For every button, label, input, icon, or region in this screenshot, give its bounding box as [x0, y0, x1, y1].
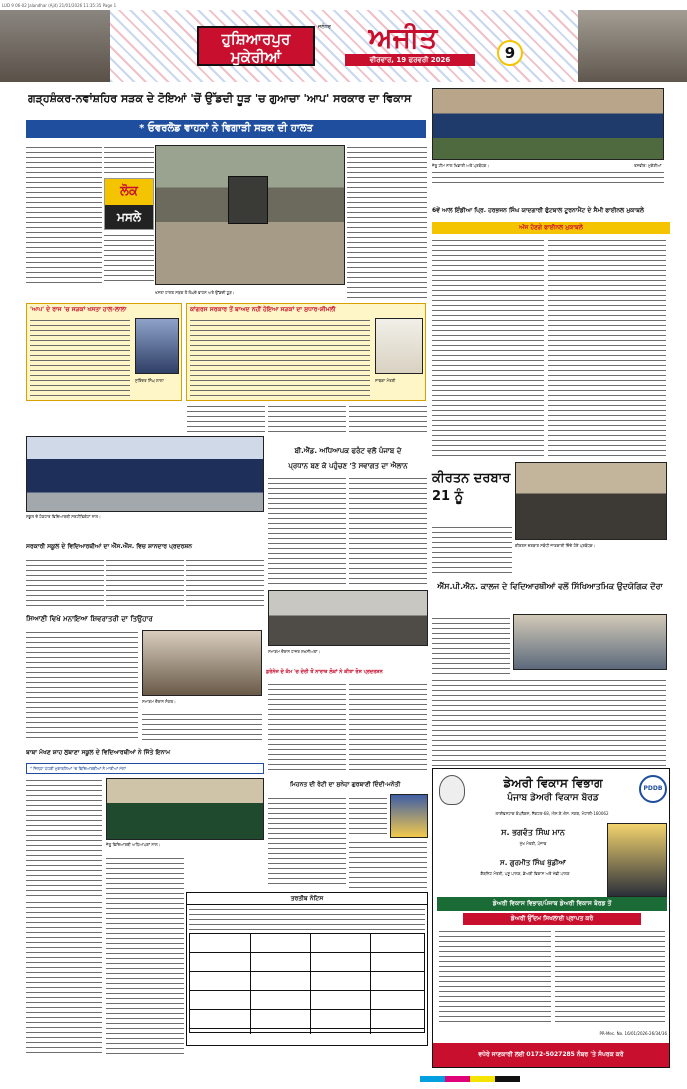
masthead	[0, 10, 687, 82]
opinion-box-2	[186, 303, 426, 401]
lead-subheadline-band: * ਓਵਰਲੋਡ ਵਾਹਨਾਂ ਨੇ ਵਿਗਾੜੀ ਸੜਕ ਦੀ ਹਾਲਤ	[26, 120, 426, 138]
notice-col-divider-1	[250, 934, 251, 1034]
manoti-text-col-1	[268, 796, 346, 888]
manoti-text-col-2	[349, 796, 387, 836]
lead-text-col-3	[347, 145, 427, 300]
football-team-photo	[432, 88, 664, 160]
ad-body-left	[439, 929, 551, 1025]
opinion-2-title: ਕਾਂਗਰਸ ਸਰਕਾਰ ਤੋਂ ਬਾਅਦ ਨਹੀਂ ਹੋਇਆ ਸੜਕਾਂ ਦਾ ਸੁਧਾਰ-ਸ਼ੀਮਲੀ	[190, 306, 336, 313]
opinion-1-text	[30, 318, 130, 398]
opinion-box-1	[26, 303, 182, 401]
students-caption: ਸਕੂਲ ਦੇ ਹੋਣਹਾਰ ਵਿਦਿਆਰਥੀ ਸਰਟੀਫਿਕੇਟਾਂ ਨਾਲ।	[26, 514, 101, 519]
shivratri-headline: ਸਿਆਣੀ ਵਿਖੇ ਮਨਾਇਆ ਸ਼ਿਵਰਾਤਰੀ ਦਾ ਤਿਉਹਾਰ	[26, 615, 153, 623]
shivratri-caption: ਸਮਾਗਮ ਦੌਰਾਨ ਸੰਗਤ।	[142, 699, 176, 704]
spn-text-col-1	[432, 616, 510, 674]
center-event-photo	[268, 590, 428, 646]
manoti-headline: ਮਿਹਨਤ ਦੀ ਰੋਟੀ ਦਾ ਸੁਨੇਹਾ ਗੁਰਬਾਣੀ ਦਿੰਦੀ-ਮਨੋਤੀ	[290, 781, 401, 788]
lead-text-col-2b	[104, 233, 154, 283]
notice-col-divider-2	[310, 934, 311, 1034]
center-event-caption: ਸਮਾਗਮ ਦੌਰਾਨ ਹਾਜ਼ਰ ਸ਼ਖਸੀਅਤਾਂ।	[268, 649, 321, 654]
lead-photo-caption: ਖਸਤਾ ਹਾਲਤ ਸੜਕ ਤੋਂ ਲੰਘਦੇ ਵਾਹਨ ਅਤੇ ਉੱਡਦੀ ਧੂੜ।	[155, 290, 235, 295]
manoti-portrait	[390, 794, 428, 838]
baba-text-col-3	[26, 900, 102, 1056]
ad-address: ਲਾਈਵਸਟਾਕ ਕੰਪਲੈਕਸ, ਸੈਕਟਰ-68, ਐਸ.ਏ.ਐਸ. ਨਗਰ, ਮੋਹਾਲੀ-160062	[495, 811, 609, 816]
school-text-col-3	[186, 558, 264, 610]
kirtan-photo	[515, 462, 667, 540]
edition-city: ਜਲੰਧਰ	[318, 24, 331, 30]
opinion-1-caption: ਸੁਰਿੰਦਰ ਸਿੰਘ ਲਾਲਾ	[135, 378, 164, 383]
cm-role: ਮੁੱਖ ਮੰਤਰੀ, ਪੰਜਾਬ	[519, 841, 547, 846]
bed-text-col-2	[349, 476, 427, 584]
sports-photo-caption: ਜੇਤੂ ਟੀਮ ਨਾਲ ਖਿਡਾਰੀ ਅਤੇ ਪ੍ਰਬੰਧਕ।	[432, 163, 490, 168]
file-line: LUD 9 06-02 Jalandhar (Ajit) 21/01/2026 11:35:35 Page 1	[2, 3, 117, 8]
bottom-color-strip	[420, 1076, 520, 1082]
baba-school-photo	[106, 778, 264, 840]
lead-text-col-2	[104, 145, 154, 175]
kirtan-text	[432, 525, 512, 573]
lok-masle-badge	[104, 178, 154, 230]
notice-table	[186, 892, 428, 1046]
baba-school-headline: ਬਾਬਾ ਮੱਖਣ ਸ਼ਾਹ ਲੁਬਾਣਾ ਸਕੂਲ ਦੇ ਵਿਦਿਆਰਥੀਆਂ ਨੇ ਜਿੱਤੇ ਇਨਾਮ	[26, 749, 171, 756]
sports-photo-credit: ਤਸਵੀਰ: ਮੁਕੇਰੀਆਂ	[634, 163, 662, 168]
school-text-col-2	[106, 558, 184, 610]
opinion-2-caption: ਸਾਬਕਾ ਮੰਤਰੀ	[375, 378, 396, 383]
ad-subtitle: ਪੰਜਾਬ ਡੇਅਰੀ ਵਿਕਾਸ ਬੋਰਡ	[507, 793, 599, 803]
ad-banner-2: ਡੇਅਰੀ ਉੱਦਮ ਸਿਖਲਾਈ ਪ੍ਰਾਪਤ ਕਰੋ	[463, 913, 641, 925]
shivratri-text-col-2	[142, 712, 262, 742]
spn-headline: ਐੱਸ.ਪੀ.ਐਨ. ਕਾਲਜ ਦੇ ਵਿਦਿਆਰਥੀਆਂ ਵਲੋਂ ਸਿੱਖਿਆਤਮਿਕ ਉਦਯੋਗਿਕ ਦੌਰਾ	[437, 582, 663, 591]
opinion-1-portrait	[135, 318, 179, 374]
dairy-advertisement	[432, 768, 670, 1068]
lead-road-photo	[155, 145, 345, 285]
drainage-text-col-2	[349, 682, 427, 772]
bed-headline-1: ਬੀ.ਐੱਡ. ਅਧਿਆਪਕ ਫਰੰਟ ਵਲੋਂ ਪੰਜਾਬ ਦੇ	[294, 447, 402, 455]
kirtan-caption: ਕੀਰਤਨ ਦਰਬਾਰ ਸਬੰਧੀ ਜਾਣਕਾਰੀ ਦਿੰਦੇ ਹੋਏ ਪ੍ਰਬੰਧਕ।	[515, 543, 596, 548]
center-text-top-2	[268, 404, 346, 434]
notice-col-divider-3	[370, 934, 371, 1034]
school-headline: ਸਰਕਾਰੀ ਸਕੂਲ ਦੇ ਵਿਦਿਆਰਥੀਆਂ ਦਾ ਐੱਸ.ਐੱਸ. ਵਿਚ ਸ਼ਾਨਦਾਰ ਪ੍ਰਦਰਸ਼ਨ	[26, 543, 193, 550]
paper-name: ਅਜੀਤ	[368, 21, 438, 54]
notice-table-grid	[189, 933, 425, 1033]
kirtan-headline: ਕੀਰਤਨ ਦਰਬਾਰ 21 ਨੂੰ	[432, 471, 511, 504]
cm-name: ਸ. ਭਗਵੰਤ ਸਿੰਘ ਮਾਨ	[501, 828, 565, 837]
ad-footer: ਵਧੇਰੇ ਜਾਣਕਾਰੀ ਲਈ 0172-5027285 ਨੰਬਰ 'ਤੇ ਸੰਪਰਕ ਕਰੋ	[433, 1043, 669, 1067]
baba-school-strap: * ਜ਼ਿਲ੍ਹਾ ਪੱਧਰੀ ਮੁਕਾਬਲਿਆਂ 'ਚ ਵਿਦਿਆਰਥੀਆਂ ਨੇ ਮਾਰੀਆਂ ਮੱਲਾਂ	[26, 763, 264, 774]
badge-bottom: ਮਸਲੇ	[105, 205, 153, 229]
bed-headline-2: ਪ੍ਰਧਾਨ ਬਣ ਕੇ ਪਹੁੰਚਣ 'ਤੇ ਸਵਾਗਤ ਦਾ ਐਲਾਨ	[288, 462, 408, 470]
page-number: 9	[497, 40, 523, 66]
ad-body-right	[555, 929, 665, 1025]
football-text-col-1	[432, 238, 544, 460]
shivratri-photo	[142, 630, 262, 696]
notice-table-body	[189, 907, 425, 931]
opinion-1-title: 'ਆਪ' ਦੇ ਰਾਜ 'ਚ ਸੜਕਾਂ ਖਸਤਾ ਹਾਲ-ਲਾਲਾ	[30, 306, 127, 313]
masthead-title-box	[197, 26, 315, 66]
football-headline: 6ਵੇਂ ਆਲ ਇੰਡੀਆ ਪ੍ਰਿ. ਹਰਭਜਨ ਸਿੰਘ ਯਾਦਗਾਰੀ ਫੁੱਟਬਾਲ ਟੂਰਨਾਮੈਂਟ ਦੇ ਸੈਮੀ ਫਾਈਨਲ ਮੁਕਾਬਲੇ	[432, 207, 644, 214]
masthead-left-building-photo	[0, 10, 110, 82]
truck-shape	[228, 176, 268, 224]
badge-top: ਲੋਕ	[105, 179, 153, 205]
pddb-logo: PDDB	[639, 775, 667, 803]
center-text-top-1	[187, 404, 265, 434]
baba-text-col-2	[106, 856, 184, 1056]
baba-text-col-1	[26, 778, 102, 898]
spn-text-col-2	[432, 678, 666, 766]
minister-portrait	[607, 823, 667, 897]
football-text-col-2	[548, 238, 666, 460]
lead-headline: ਗੜ੍ਹਸ਼ੰਕਰ-ਨਵਾਂਸ਼ਹਿਰ ਸੜਕ ਦੇ ਟੋਇਆਂ 'ਚੋਂ ਉੱਡਦੀ ਧੂੜ 'ਚ ਗੁਆਚਾ 'ਆਪ' ਸਰਕਾਰ ਦਾ ਵਿਕਾਸ	[28, 92, 412, 105]
notice-table-title: ਤਰਤੀਬ ਨੋਟਿਸ	[187, 893, 427, 905]
drainage-text-col-1	[268, 682, 346, 772]
masthead-right-building-photo	[578, 10, 687, 82]
students-photo	[26, 436, 264, 512]
school-text-col-1	[26, 558, 104, 610]
opinion-2-portrait	[375, 318, 423, 374]
ad-title: ਡੇਅਰੀ ਵਿਕਾਸ ਵਿਭਾਗ	[503, 776, 603, 790]
minister-role: ਕੈਬਨਿਟ ਮੰਤਰੀ, ਪਸ਼ੂ ਪਾਲਣ, ਡੇਅਰੀ ਵਿਕਾਸ ਅਤੇ ਮੱਛੀ ਪਾਲਣ	[480, 871, 570, 876]
minister-name: ਸ. ਗੁਰਮੀਤ ਸਿੰਘ ਖੁੱਡੀਆਂ	[500, 859, 566, 867]
location-title: ਹੁਸ਼ਿਆਰਪੁਰ ਮੁਕੇਰੀਆਂ	[221, 30, 291, 66]
manoti-text-col-3	[349, 840, 427, 888]
masthead-date: ਵੀਰਵਾਰ, 19 ਫਰਵਰੀ 2026	[345, 54, 475, 66]
shivratri-text-col-1	[26, 630, 138, 742]
center-text-top-3	[349, 404, 427, 434]
opinion-2-text	[190, 318, 370, 398]
sports-photo-caption-lines	[432, 170, 664, 184]
bed-text-col-1	[268, 476, 346, 584]
spn-photo	[513, 614, 667, 670]
punjab-emblem-icon	[439, 775, 465, 805]
ad-reference: PR-Mec. No. 16/01/2026-26/34/36	[599, 1031, 667, 1036]
drainage-headline: ਡਰੇਨੇਜ ਦੇ ਕੰਮ 'ਚ ਦੇਰੀ ਤੋਂ ਨਾਰਾਜ਼ ਲੋਕਾਂ ਨੇ ਕੀਤਾ ਰੋਸ ਪ੍ਰਦਰਸ਼ਨ	[266, 669, 383, 675]
baba-school-caption: ਜੇਤੂ ਵਿਦਿਆਰਥੀ ਅਧਿਆਪਕਾਂ ਨਾਲ।	[106, 842, 161, 847]
ad-banner: ਡੇਅਰੀ ਵਿਕਾਸ ਵਿਭਾਗ/ਪੰਜਾਬ ਡੇਅਰੀ ਵਿਕਾਸ ਬੋਰਡ ਤੋਂ	[437, 897, 667, 911]
lead-text-col-1	[26, 145, 102, 283]
football-strap: ਅੱਜ ਹੋਣਗੇ ਫਾਈਨਲ ਮੁਕਾਬਲੇ	[432, 222, 670, 234]
